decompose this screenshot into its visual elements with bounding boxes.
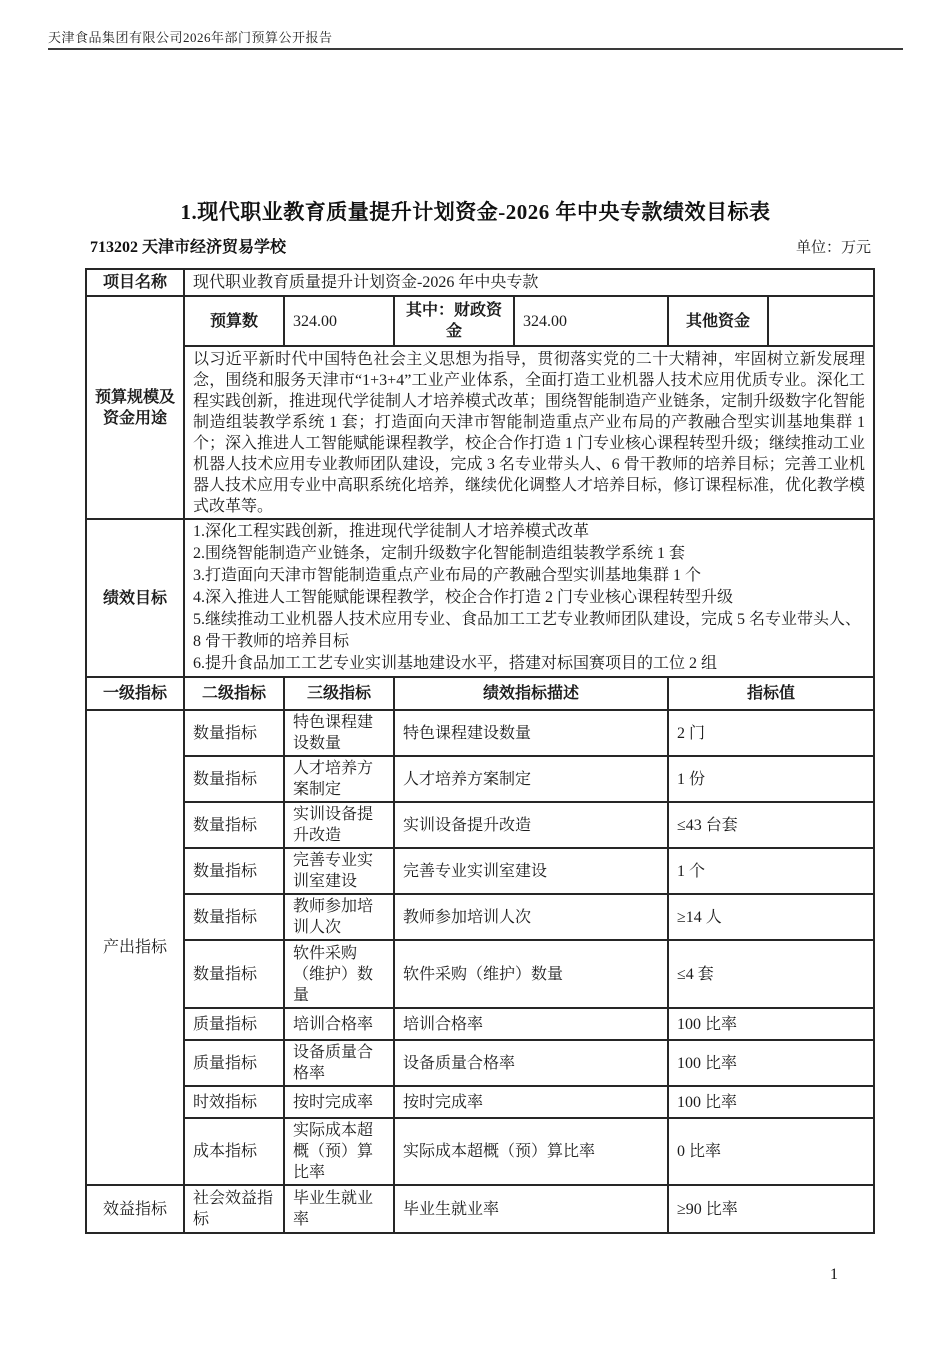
project-name-label: 项目名称 (86, 269, 184, 296)
header-level2: 二级指标 (184, 677, 284, 710)
table-row (86, 894, 874, 940)
subtitle-row (85, 234, 873, 260)
indicator-level3: 教师参加培训人次 (284, 894, 394, 940)
table-row (86, 346, 874, 519)
indicator-value: 100 比率 (668, 1086, 874, 1118)
indicator-value: 1 份 (668, 756, 874, 802)
table-row (86, 710, 874, 756)
indicator-value: 100 比率 (668, 1008, 874, 1040)
indicator-level2: 数量指标 (184, 756, 284, 802)
header-level1: 一级指标 (86, 677, 184, 710)
table-row (86, 1118, 874, 1185)
indicator-description: 教师参加培训人次 (394, 894, 668, 940)
indicator-level3: 软件采购（维护）数量 (284, 940, 394, 1008)
fiscal-funds-amount: 324.00 (514, 296, 668, 346)
goals-list (184, 519, 874, 677)
indicator-level3: 完善专业实训室建设 (284, 848, 394, 894)
indicator-value: ≥90 比率 (668, 1185, 874, 1233)
indicator-value: 1 个 (668, 848, 874, 894)
table-row (86, 940, 874, 1008)
indicator-value: ≥14 人 (668, 894, 874, 940)
table-row (86, 519, 874, 677)
indicator-level2: 成本指标 (184, 1118, 284, 1185)
table-row (86, 756, 874, 802)
header-rule (48, 48, 903, 50)
indicator-level2: 数量指标 (184, 940, 284, 1008)
benefit-indicator-label: 效益指标 (86, 1185, 184, 1233)
indicator-level2: 数量指标 (184, 710, 284, 756)
goal-item: 6.提升食品加工工艺专业实训基地建设水平，搭建对标国赛项目的工位 2 组 (193, 655, 718, 672)
indicator-header-row (86, 677, 874, 710)
budget-amount: 324.00 (284, 296, 394, 346)
table-row (86, 296, 874, 346)
indicator-level2: 数量指标 (184, 802, 284, 848)
output-indicator-label: 产出指标 (86, 710, 184, 1185)
indicator-level3: 毕业生就业率 (284, 1185, 394, 1233)
unit-label: 单位：万元 (795, 240, 871, 256)
table-row (86, 1008, 874, 1040)
indicator-description: 设备质量合格率 (394, 1040, 668, 1086)
performance-target-table (85, 268, 875, 1234)
fiscal-funds-label: 其中：财政资金 (394, 296, 514, 346)
indicator-level2: 质量指标 (184, 1008, 284, 1040)
project-name-value: 现代职业教育质量提升计划资金-2026 年中央专款 (184, 269, 874, 296)
page-number: 1 (830, 1266, 838, 1283)
header-level3: 三级指标 (284, 677, 394, 710)
other-funds-label: 其他资金 (668, 296, 768, 346)
table-row (86, 1185, 874, 1233)
indicator-level3: 特色课程建设数量 (284, 710, 394, 756)
indicator-value: 2 门 (668, 710, 874, 756)
indicator-level2: 时效指标 (184, 1086, 284, 1118)
indicator-level2: 质量指标 (184, 1040, 284, 1086)
goal-item: 1.深化工程实践创新，推进现代学徒制人才培养模式改革 (193, 523, 590, 540)
indicator-level3: 设备质量合格率 (284, 1040, 394, 1086)
indicator-description: 培训合格率 (394, 1008, 668, 1040)
goals-label: 绩效目标 (86, 519, 184, 677)
indicator-value: ≤43 台套 (668, 802, 874, 848)
indicator-value: ≤4 套 (668, 940, 874, 1008)
indicator-level3: 人才培养方案制定 (284, 756, 394, 802)
indicator-level3: 实训设备提升改造 (284, 802, 394, 848)
budget-label: 预算数 (184, 296, 284, 346)
header-description: 绩效指标描述 (394, 677, 668, 710)
indicator-level3: 按时完成率 (284, 1086, 394, 1118)
indicator-level2: 社会效益指标 (184, 1185, 284, 1233)
indicator-description: 按时完成率 (394, 1086, 668, 1118)
indicator-description: 软件采购（维护）数量 (394, 940, 668, 1008)
budget-section-label: 预算规模及资金用途 (86, 296, 184, 519)
header-value: 指标值 (668, 677, 874, 710)
indicator-level3: 实际成本超概（预）算比率 (284, 1118, 394, 1185)
table-row (86, 1086, 874, 1118)
indicator-value: 0 比率 (668, 1118, 874, 1185)
indicator-description: 完善专业实训室建设 (394, 848, 668, 894)
table-row (86, 269, 874, 296)
page-title: 1.现代职业教育质量提升计划资金-2026 年中央专款绩效目标表 (180, 200, 771, 224)
table-row (86, 1040, 874, 1086)
indicator-description: 实际成本超概（预）算比率 (394, 1118, 668, 1185)
indicator-description: 毕业生就业率 (394, 1185, 668, 1233)
indicator-level2: 数量指标 (184, 894, 284, 940)
indicator-description: 特色课程建设数量 (394, 710, 668, 756)
indicator-description: 人才培养方案制定 (394, 756, 668, 802)
indicator-description: 实训设备提升改造 (394, 802, 668, 848)
goal-item: 5.继续推动工业机器人技术应用专业、食品加工工艺专业教师团队建设，完成 5 名专业带头人、8 骨干教师的培养目标 (193, 611, 862, 650)
usage-paragraph: 以习近平新时代中国特色社会主义思想为指导，贯彻落实党的二十大精神，牢固树立新发展理念，围绕和服务天津市“1+3+4”工业产业体系，全面打造工业机器人技术应用优质专业。深化工程实践创新，推进现代学徒制人才培养模式改革；围绕智能制造产业链条，定制升级数字化智能制造组装教学系统 1 套；打造面向天津市智能制造重点产业布局的产教融合型实训基地集群 1 个；深入推进人工智能赋能课程教学，校企合作打造 1 门专业核心课程转型升级；继续推动工业机器人技术应用专业教师团队建设，完成 3 名专业带头人、6 骨干教师的培养目标；完善工业机器人技术应用专业中高职系统化培养，继续优化调整人才培养目标，修订课程标准，优化教学模式改革等。 (184, 346, 874, 519)
goal-item: 2.围绕智能制造产业链条，定制升级数字化智能制造组装教学系统 1 套 (193, 545, 686, 562)
running-header: 天津食品集团有限公司2026年部门预算公开报告 (48, 30, 333, 45)
indicator-level2: 数量指标 (184, 848, 284, 894)
table-row (86, 848, 874, 894)
indicator-level3: 培训合格率 (284, 1008, 394, 1040)
school-code-name: 713202 天津市经济贸易学校 (90, 239, 287, 256)
other-funds-amount (768, 296, 874, 346)
table-row (86, 802, 874, 848)
goal-item: 3.打造面向天津市智能制造重点产业布局的产教融合型实训基地集群 1 个 (193, 567, 702, 584)
indicator-value: 100 比率 (668, 1040, 874, 1086)
goal-item: 4.深入推进人工智能赋能课程教学，校企合作打造 2 门专业核心课程转型升级 (193, 589, 734, 606)
